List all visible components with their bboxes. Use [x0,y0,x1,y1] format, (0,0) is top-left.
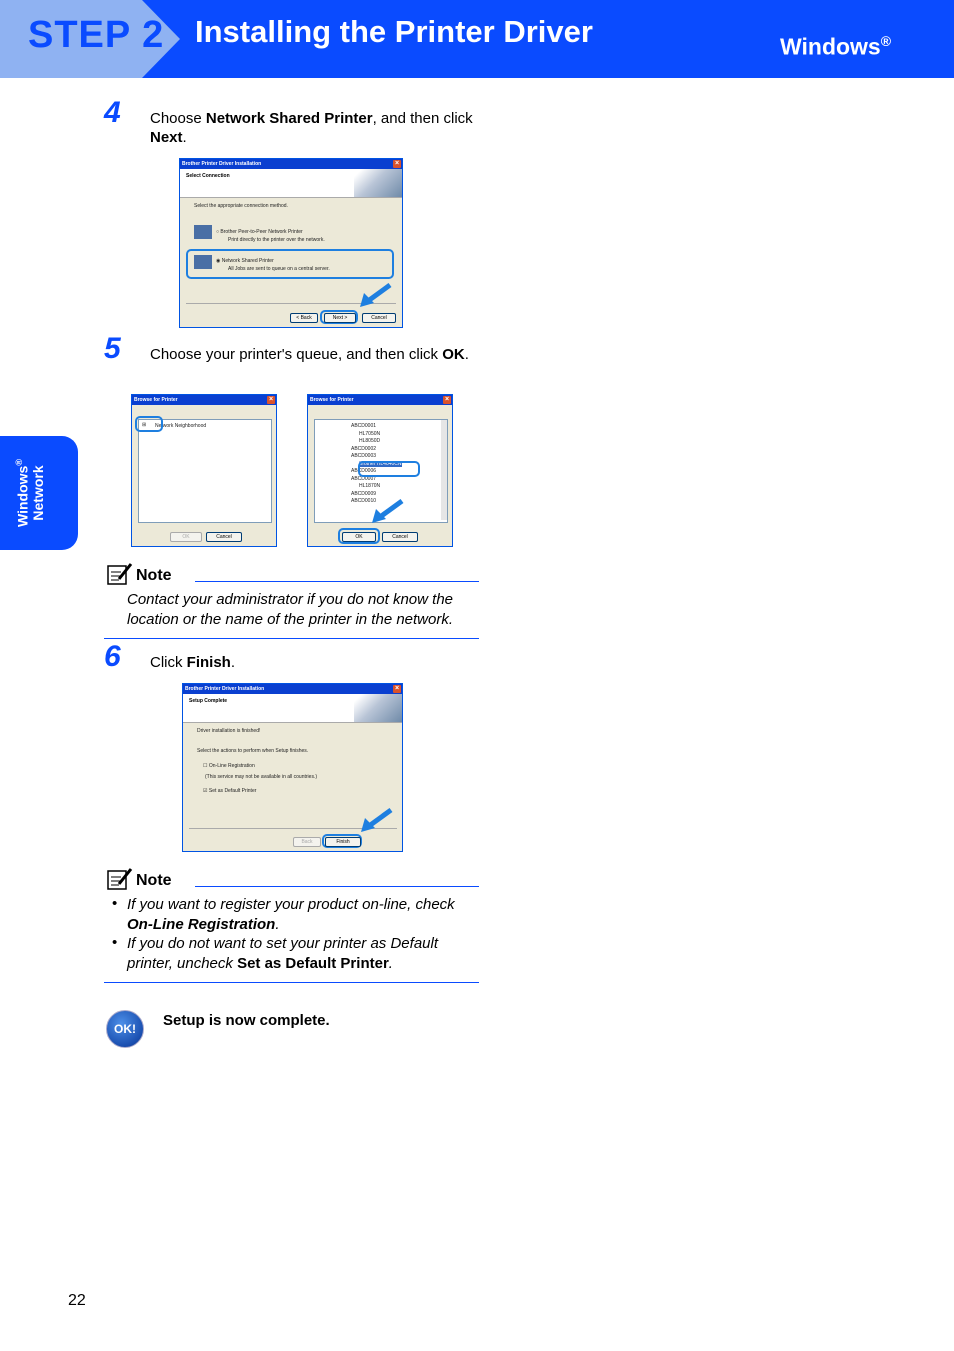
side-tab-label: Windows® Network [14,459,46,527]
tree-root-item[interactable]: Network Neighborhood [155,423,207,429]
note-text: Contact your administrator if you do not know the location or the name of the printer in the network. [127,591,454,628]
dialog-title-bar: Browse for Printer × [132,395,276,405]
step-number-4: 4 [104,96,121,129]
bullet-marker: • [112,895,118,912]
highlight-expand [135,416,163,432]
actions-text: Select the actions to perform when Setup finishes. [197,748,309,754]
tree-item[interactable]: HL8050D [359,438,381,444]
expand-icon[interactable]: ⊞ [142,422,147,428]
online-registration-checkbox[interactable]: ☐ On-Line Registration [203,763,255,769]
close-icon[interactable]: × [268,396,274,403]
step-number-6: 6 [104,640,121,673]
browse-dialog-right [307,394,453,547]
cancel-button[interactable]: Cancel [206,532,242,542]
completion-text: Setup is now complete. [163,1012,330,1029]
tree-item[interactable]: ABCD0009 [351,490,377,497]
dialog-title-bar: Browse for Printer × [308,395,452,405]
option-shared-desc: All Jobs are sent to queue on a central server. [228,266,330,272]
tree-item[interactable]: ABCD0010 [351,498,377,504]
note-icon [107,868,133,890]
os-label: Windows® [780,33,892,60]
highlight-network-shared [186,249,394,279]
ok-button[interactable]: OK [342,532,376,542]
step-number-5: 5 [104,332,121,365]
bullet-marker: • [112,934,118,951]
option-peer-desc: Print directly to the printer over the network. [228,237,325,243]
note-rule-bottom [104,982,479,983]
step-text-5: Choose your printer's queue, and then click OK. [150,346,469,363]
dialog-heading: Setup Complete [189,698,228,704]
pointer-arrow-icon [358,283,392,309]
tree-item[interactable]: ABCD0003 [351,453,377,459]
page-number: 22 [68,1292,86,1309]
ok-button-disabled: OK [170,532,202,542]
tree-item[interactable]: HL7050N [359,430,381,437]
dialog-banner-art [354,694,402,722]
setup-complete-dialog [182,683,403,852]
page-title: Installing the Printer Driver [195,14,593,49]
close-icon[interactable]: × [394,685,400,692]
step-label: STEP 2 [28,14,165,56]
note-rule-bottom [104,638,479,639]
tree-item[interactable]: ABCD0007 [351,475,377,482]
dialog-title-bar: Brother Printer Driver Installation × [183,684,402,694]
registration-note: (This service may not be available in all countries.) [205,774,317,780]
note-bullet-2: If you do not want to set your printer as Default printer, uncheck Set as Default Printer. [127,935,439,972]
scrollbar[interactable] [441,420,447,520]
tree-item[interactable]: HL1870N [359,483,381,489]
finished-text: Driver installation is finished! [197,728,261,734]
tree-item[interactable]: ABCD0001 [351,423,377,429]
dialog-banner-art [354,169,402,197]
pointer-arrow-icon [370,499,404,525]
printer-tree-view[interactable] [138,419,272,523]
note-bullet-1: If you want to register your product on-line, check On-Line Registration. [127,896,455,933]
instruction-text: Select the appropriate connection method. [194,203,288,209]
dialog-heading: Select Connection [186,173,230,179]
cancel-button[interactable]: Cancel [362,313,396,323]
back-button-disabled: Back [293,837,321,847]
highlight-selected-printer [358,461,420,477]
select-connection-dialog [179,158,403,328]
next-button[interactable]: Next > [324,313,356,323]
note-label: Note [136,567,172,584]
printer-icon [194,225,212,239]
dialog-title-bar: Brother Printer Driver Installation × [180,159,402,169]
step-text-4: Choose Network Shared Printer, and then click Next. [150,110,473,146]
ok-badge-icon: OK! [106,1010,144,1048]
tree-item[interactable]: ABCD0006 [351,468,377,474]
finish-button[interactable]: Finish [325,837,361,847]
option-peer-to-peer[interactable]: ○ Brother Peer-to-Peer Network Printer [216,229,303,235]
browse-dialog-left [131,394,277,547]
close-icon[interactable]: × [394,160,400,167]
close-icon[interactable]: × [444,396,450,403]
step-text-6: Click Finish. [150,654,236,671]
pointer-arrow-icon [359,808,393,834]
back-button[interactable]: < Back [290,313,318,323]
option-network-shared[interactable]: ◉ Network Shared Printer [216,258,274,264]
note-icon [107,563,133,585]
default-printer-checkbox[interactable]: ☑ Set as Default Printer [203,788,257,794]
cancel-button[interactable]: Cancel [382,532,418,542]
shared-printer-icon [194,255,212,269]
tree-item-selected[interactable]: Brother HL4040CN [359,460,402,467]
note-label: Note [136,872,172,889]
note-rule-top [195,886,479,887]
note-rule-top [195,581,479,582]
tree-item[interactable]: ABCD0002 [351,445,377,452]
